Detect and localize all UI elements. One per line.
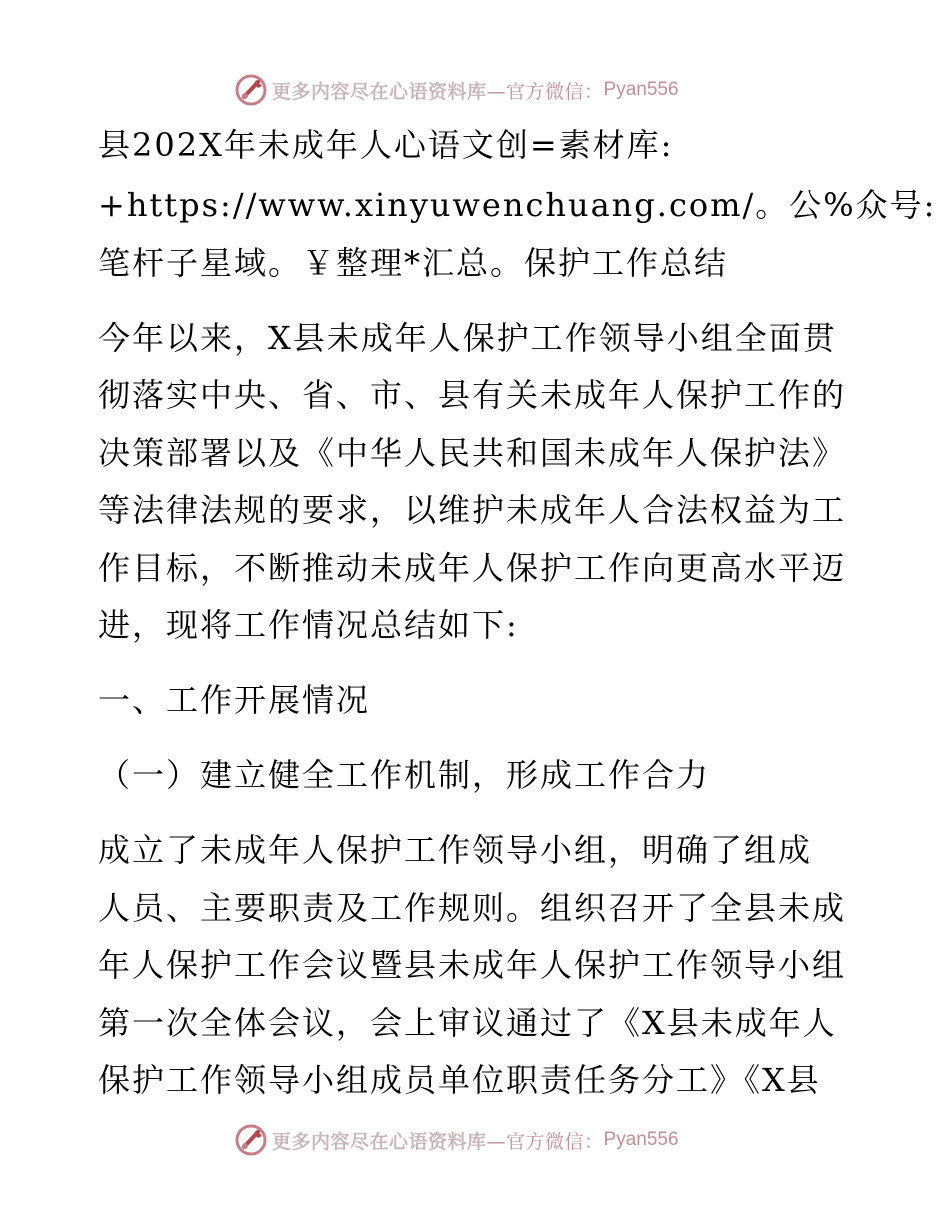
body-line-1: 成立了未成年人保护工作领导小组，明确了组成 [98,831,813,869]
body-line-2: 人员、主要职责及工作规则。组织召开了全县未成 [98,889,847,927]
intro-line-6: 进，现将工作情况总结如下: [98,606,519,644]
header-line-1: 县202X年未成年人心语文创=素材库: [98,126,674,164]
watermark-banner-bottom [234,1120,679,1160]
intro-line-3: 决策部署以及《中华人民共和国未成年人保护法》 [98,434,847,472]
watermark-tail-text: —官方微信： [486,80,604,103]
body-line-4: 第一次全体会议，会上审议通过了《X县未成年人 [98,1004,837,1042]
watermark-lead-text: 更多内容尽在心语资料库 [272,80,487,103]
subsection-heading: （一）建立健全工作机制，形成工作合力 [98,756,711,794]
logo-icon [234,1123,268,1157]
intro-line-5: 作目标，不断推动未成年人保护工作向更高水平迈 [98,549,847,587]
body-line-5: 保护工作领导小组成员单位职责任务分工》《X县 [98,1061,821,1099]
logo-icon [234,73,268,107]
watermark-wechat-id: Pyan556 [603,79,679,100]
section-heading: 一、工作开展情况 [98,681,371,719]
intro-line-4: 等法律法规的要求，以维护未成年人合法权益为工 [98,491,847,529]
watermark-wechat-id: Pyan556 [603,1129,679,1150]
intro-line-1: 今年以来，X县未成年人保护工作领导小组全面贯 [98,319,837,357]
header-line-3: 笔杆子星域。￥整理*汇总。保护工作总结 [98,244,729,282]
intro-line-2: 彻落实中央、省、市、县有关未成年人保护工作的 [98,376,847,414]
watermark-banner-top [234,70,679,110]
body-line-3: 年人保护工作会议暨县未成年人保护工作领导小组 [98,946,847,984]
watermark-lead-text: 更多内容尽在心语资料库 [272,1130,487,1153]
header-line-2: +https://www.xinyuwenchuang.com/。公%众号: [98,186,937,224]
watermark-tail-text: —官方微信： [486,1130,604,1153]
